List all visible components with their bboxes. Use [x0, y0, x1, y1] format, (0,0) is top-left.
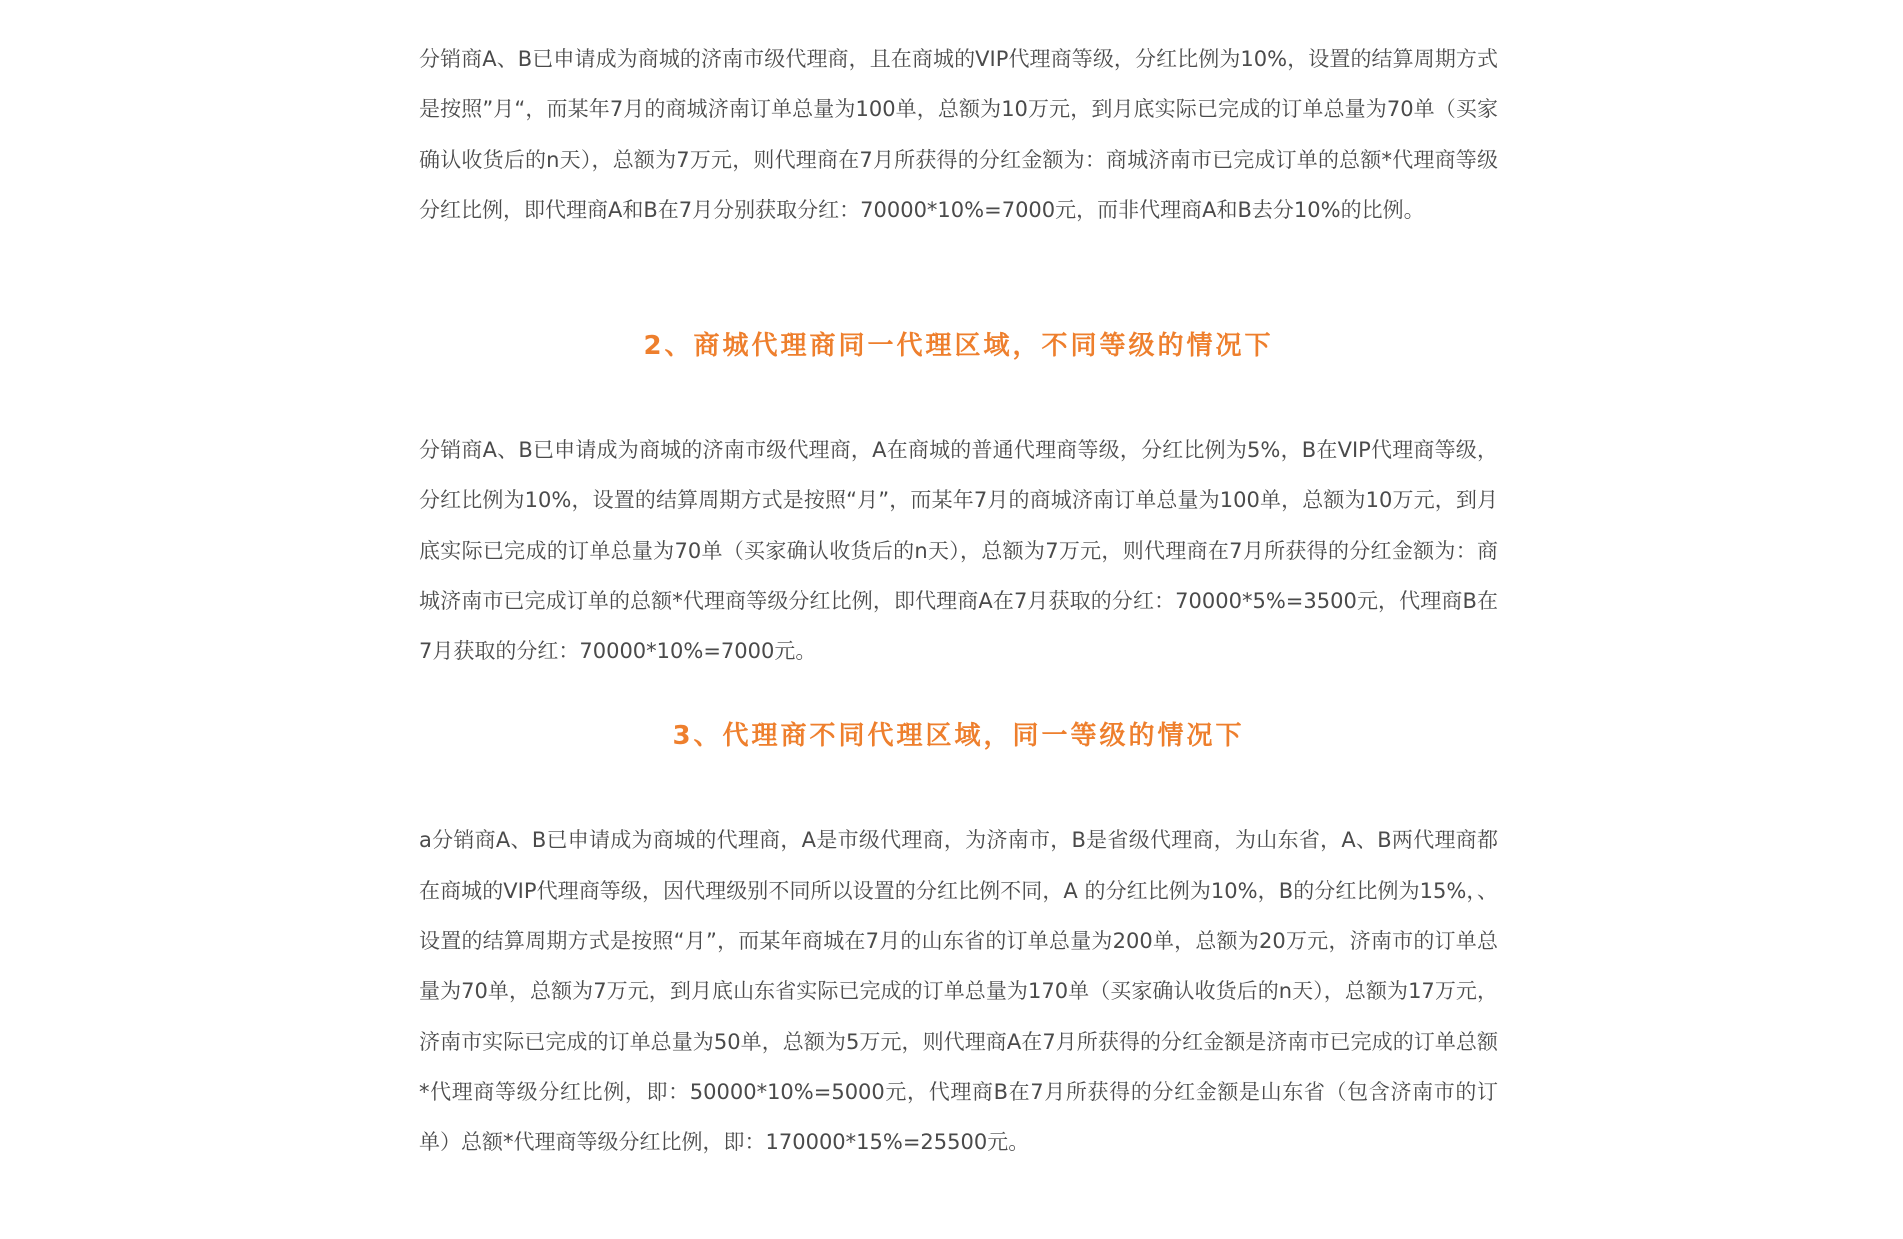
article-content	[419, 34, 1498, 1168]
paragraph-case-3: a分销商A、B已申请成为商城的代理商，A是市级代理商，为济南市，B是省级代理商，为山东省，A、B两代理商都在商城的VIP代理商等级，因代理级别不同所以设置的分红比例不同，A 的分红比例为10%，B的分红比例为15%，、设置的结算周期方式是按照“月”，而某年商城在7月的山东省的订单总量为200单，总额为20万元，济南市的订单总量为70单，总额为7万元，到月底山东省实际已完成的订单总量为170单（买家确认收货后的n天），总额为17万元，济南市实际已完成的订单总量为50单，总额为5万元，则代理商A在7月所获得的分红金额是济南市已完成的订单总额*代理商等级分红比例，即：50000*10%=5000元，代理商B在7月所获得的分红金额是山东省（包含济南市的订单）总额*代理商等级分红比例，即：170000*15%=25500元。	[419, 828, 1498, 1155]
paragraph-case-2: 分销商A、B已申请成为商城的济南市级代理商，A在商城的普通代理商等级，分红比例为5%，B在VIP代理商等级，分红比例为10%，设置的结算周期方式是按照“月”，而某年7月的商城济南订单总量为100单，总额为10万元，到月底实际已完成的订单总量为70单（买家确认收货后的n天），总额为7万元，则代理商在7月所获得的分红金额为：商城济南市已完成订单的总额*代理商等级分红比例，即代理商A在7月获取的分红：70000*5%=3500元，代理商B在7月获取的分红：70000*10%=7000元。	[419, 438, 1498, 664]
paragraph-case-1: 分销商A、B已申请成为商城的济南市级代理商，且在商城的VIP代理商等级，分红比例为10%，设置的结算周期方式是按照”月“，而某年7月的商城济南订单总量为100单，总额为10万元，到月底实际已完成的订单总量为70单（买家确认收货后的n天），总额为7万元，则代理商在7月所获得的分红金额为：商城济南市已完成订单的总额*代理商等级分红比例，即代理商A和B在7月分别获取分红：70000*10%=7000元，而非代理商A和B去分10%的比例。	[419, 47, 1498, 222]
section-heading-2: 2、商城代理商同一代理区域，不同等级的情况下	[643, 331, 1274, 361]
section-heading-3: 3、代理商不同代理区域，同一等级的情况下	[672, 721, 1245, 752]
